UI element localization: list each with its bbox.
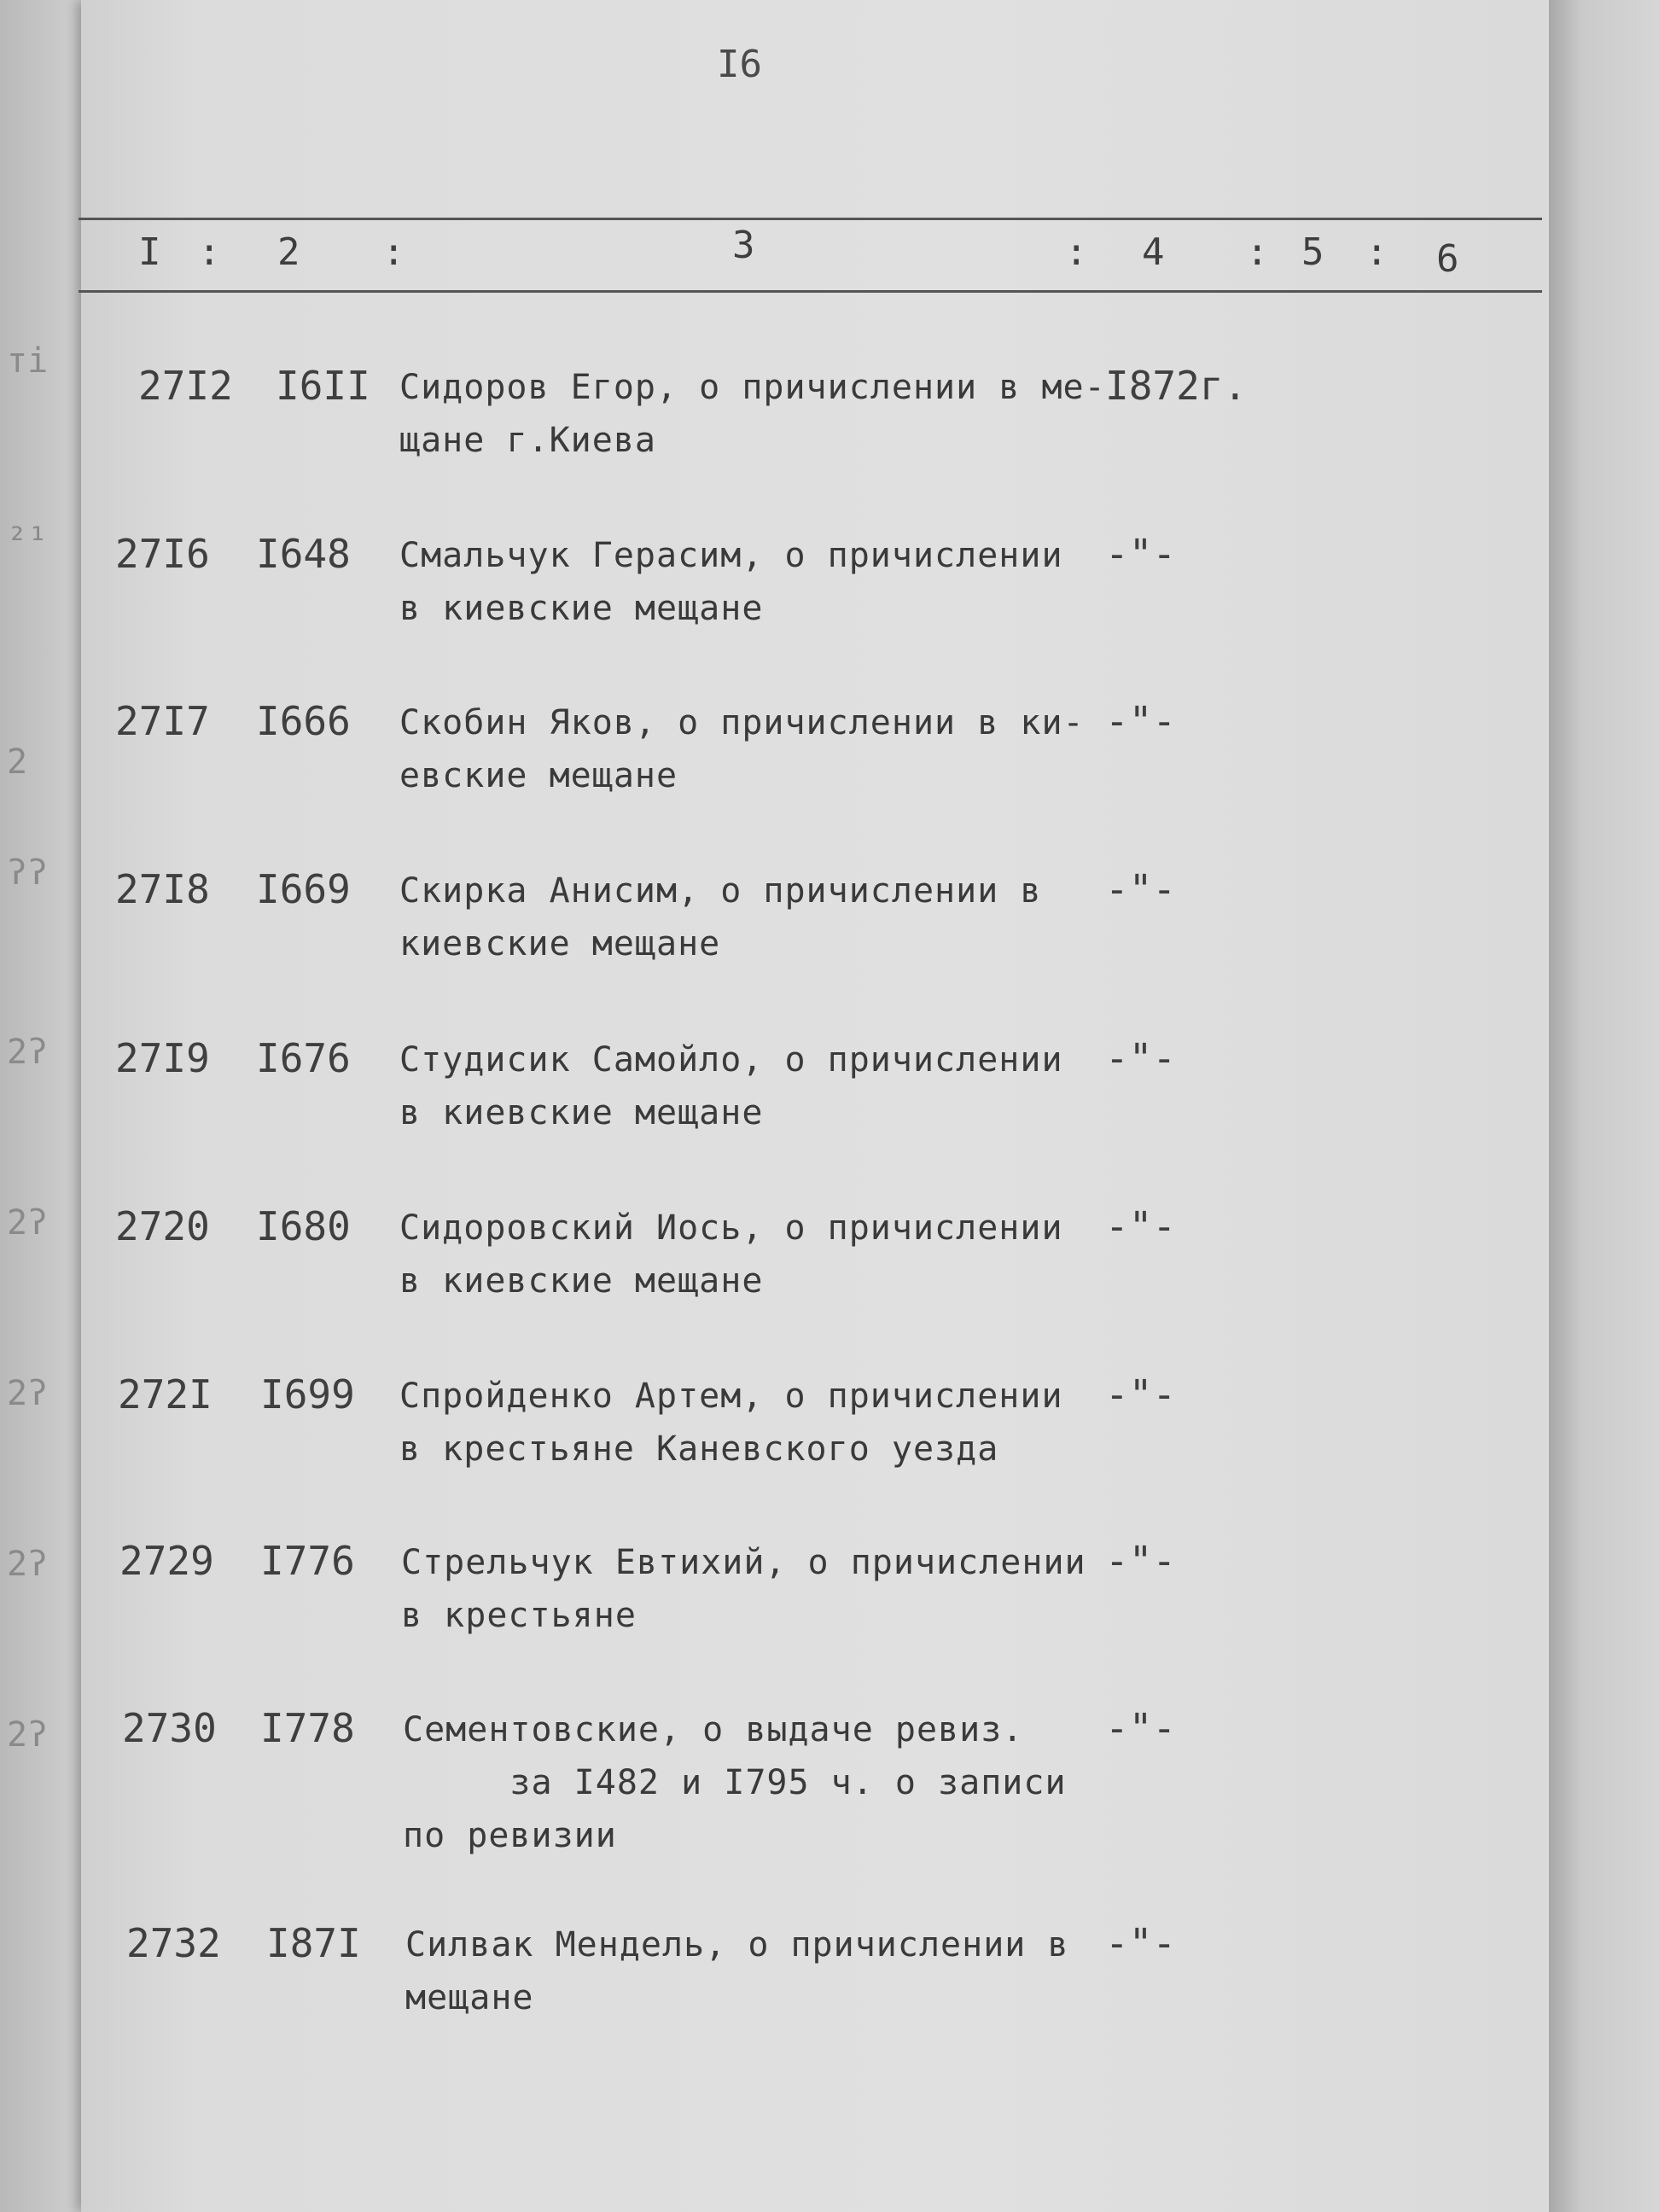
header-col-5: 5 (1301, 230, 1324, 274)
row-description-line: евские мещане (399, 756, 678, 795)
row-description-line: Сидоров Егор, о причислении в ме- (399, 368, 1106, 407)
row-date: -"- (1105, 1371, 1177, 1417)
row-description (399, 696, 1085, 802)
row-date: -"- (1105, 531, 1177, 577)
header-col-4: 4 (1142, 230, 1165, 274)
row-description (399, 1033, 1063, 1139)
row-description-line: по ревизии (403, 1816, 617, 1855)
row-description-line: Скобин Яков, о причислении в ки- (399, 703, 1085, 742)
row-old-number: I666 (256, 698, 351, 744)
row-description-line: Сидоровский Иось, о причислении (399, 1208, 1063, 1248)
header-col-2: 2 (277, 230, 300, 274)
row-description-line: Стрельчук Евтихий, о причислении (401, 1543, 1086, 1582)
header-sep-1: : (198, 230, 221, 274)
row-date: -"- (1105, 698, 1177, 744)
row-description-line: Силвак Мендель, о причислении в (405, 1925, 1069, 1965)
row-description (399, 1202, 1063, 1307)
row-description (399, 361, 1106, 467)
row-description (405, 1918, 1069, 2024)
row-number: 27I2 (138, 363, 233, 409)
row-old-number: I6II (276, 363, 370, 409)
header-col-1: I (138, 230, 161, 274)
row-number: 272I (118, 1371, 212, 1417)
row-description-line: Смальчук Герасим, о причислении (399, 536, 1063, 575)
row-old-number: I778 (260, 1705, 355, 1751)
row-description-line: в крестьяне Каневского уезда (399, 1429, 999, 1469)
row-number: 2730 (122, 1705, 217, 1751)
row-description-line: в крестьяне (401, 1596, 637, 1635)
row-number: 27I7 (115, 698, 210, 744)
row-description-line: в киевские мещане (399, 1093, 764, 1132)
row-number: 27I6 (115, 531, 210, 577)
row-description (403, 1703, 1067, 1862)
row-date: -"- (1105, 866, 1177, 912)
row-description (399, 529, 1063, 635)
row-description-line: Сементовские, о выдаче ревиз. (403, 1710, 1024, 1749)
row-description-line: киевские мещане (399, 924, 721, 963)
row-old-number: I669 (256, 866, 351, 912)
page-number: I6 (717, 43, 762, 86)
row-description (399, 864, 1041, 970)
row-date: -"- (1105, 1538, 1177, 1584)
row-old-number: I699 (260, 1371, 355, 1417)
row-date: -"- (1105, 1203, 1177, 1249)
row-old-number: I648 (256, 531, 351, 577)
row-description-line: Спройденко Артем, о причислении (399, 1377, 1063, 1416)
row-description-line: за I482 и I795 ч. о записи (403, 1763, 1067, 1802)
row-old-number: I87I (266, 1920, 361, 1966)
row-number: 2732 (126, 1920, 221, 1966)
row-old-number: I776 (260, 1538, 355, 1584)
row-date: -"- (1105, 1705, 1177, 1751)
row-date: -"- (1105, 1920, 1177, 1966)
row-old-number: I680 (256, 1203, 351, 1249)
row-description-line: Студисик Самойло, о причислении (399, 1040, 1063, 1080)
row-description (399, 1370, 1063, 1476)
header-bottom-rule (79, 290, 1542, 293)
right-page-edge (1549, 0, 1659, 2212)
row-description (401, 1536, 1086, 1642)
row-number: 27I9 (115, 1035, 210, 1081)
row-description-line: мещане (405, 1978, 534, 2017)
header-col-6: 6 (1436, 237, 1459, 281)
header-sep-5: : (1365, 230, 1388, 274)
row-number: 27I8 (115, 866, 210, 912)
row-number: 2720 (115, 1203, 210, 1249)
row-description-line: в киевские мещане (399, 589, 764, 628)
row-old-number: I676 (256, 1035, 351, 1081)
header-top-rule (79, 218, 1542, 220)
row-date: I872г. (1105, 363, 1248, 409)
row-description-line: щане г.Киева (399, 421, 656, 460)
header-sep-3: : (1065, 230, 1088, 274)
row-number: 2729 (119, 1538, 214, 1584)
header-sep-2: : (382, 230, 405, 274)
header-sep-4: : (1246, 230, 1269, 274)
bleed-through-marks: ті ²¹ 2 ʔʔ 2ʔ 2ʔ 2ʔ 2ʔ 2ʔ (7, 341, 49, 1755)
row-description-line: в киевские мещане (399, 1261, 764, 1301)
row-description-line: Скирка Анисим, о причислении в (399, 871, 1042, 911)
row-date: -"- (1105, 1035, 1177, 1081)
header-col-3: 3 (732, 224, 755, 267)
